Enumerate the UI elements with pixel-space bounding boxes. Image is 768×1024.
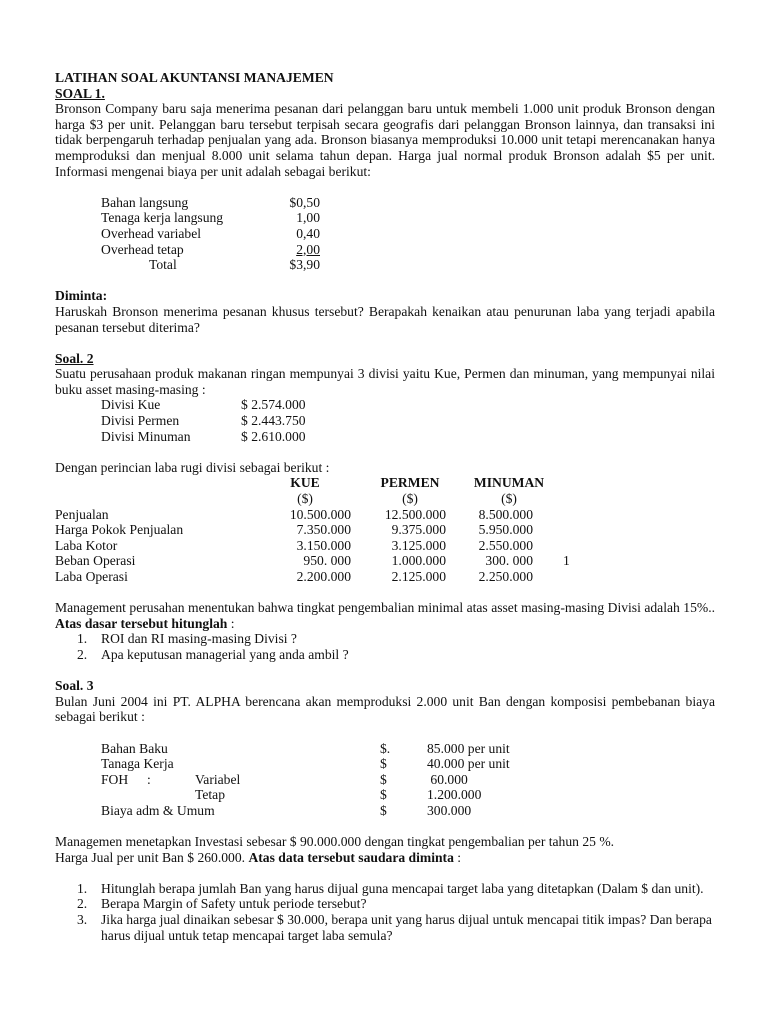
cost-total-row [55,257,715,273]
price-text: Harga Jual per unit Ban $ 260.000. [55,849,246,865]
column-header-minuman: MINUMAN [473,475,545,491]
cell-permen: 2.125.000 [391,569,446,584]
cell-kue: 2.200.000 [296,569,351,584]
cost-currency: $ [380,787,387,803]
soal1-cost-table [55,195,715,273]
soal3-questions [55,881,715,943]
table-unit-row [55,491,715,507]
row-label: Beban Operasi [55,553,136,569]
page-title: LATIHAN SOAL AKUNTANSI MANAJEMEN [55,70,334,85]
soal2-table-intro: Dengan perincian laba rugi divisi sebagai berikut : [55,459,330,475]
soal2-heading: Soal. 2 [55,350,94,366]
list-item [55,912,715,943]
soal1-heading: SOAL 1. [55,85,105,101]
column-header-kue: KUE [290,475,320,491]
cell-permen: 12.500.000 [384,506,446,522]
asset-label: Divisi Kue [101,397,161,413]
cost-row [55,787,715,803]
list-item [55,896,715,912]
soal3-cost-table [55,741,715,819]
asset-row [55,429,715,445]
cost-currency: $ [380,756,387,772]
row-label: Harga Pokok Penjualan [55,522,184,538]
cost-value: 85.000 per unit [427,740,510,756]
cost-currency: $ [380,802,387,818]
soal2-income-table [55,475,715,584]
cost-currency: $. [380,740,391,756]
cost-label: Overhead variabel [101,225,202,241]
soal3-price-line [55,850,715,866]
cell-minuman: 2.250.000 [478,569,533,584]
cost-total-label: Total [149,257,177,273]
soal2-asset-list [55,397,715,444]
cell-minuman: 2.550.000 [478,537,533,553]
list-item [55,631,715,647]
asset-value: $ 2.574.000 [241,397,306,413]
asset-value: $ 2.610.000 [241,428,306,444]
price-tail: : [453,849,462,865]
list-text: Berapa Margin of Safety untuk periode tersebut? [101,896,367,912]
cost-value: 300.000 [427,802,472,818]
cost-row [55,803,715,819]
cell-permen: 9.375.000 [391,522,446,538]
asset-row [55,413,715,429]
cost-total-value: $3,90 [289,257,320,273]
soal3-intro: Bulan Juni 2004 ini PT. ALPHA berencana akan memproduksi 2.000 unit Ban dengan komposisi pembebanan biaya sebagai berikut : [55,693,715,725]
cost-value: 1,00 [296,210,320,226]
cost-sub2: Variabel [195,771,241,787]
cost-label: Overhead tetap [101,241,184,257]
soal3-investment-text: Managemen menetapkan Investasi sebesar $ 90.000.000 dengan tingkat pengembalian per tahun 25 %. [55,834,615,850]
asset-label: Divisi Permen [101,413,180,429]
cost-value: 0,40 [296,225,320,241]
cost-value: $0,50 [289,194,320,210]
cost-label: Tenaga kerja langsung [101,210,224,226]
list-number: 1. [77,880,88,896]
cell-minuman: 8.500.000 [478,506,533,522]
table-row [55,569,715,585]
table-row [55,507,715,523]
table-row [55,522,715,538]
table-row [55,538,715,554]
cell-permen: 1.000.000 [391,553,446,569]
price-bold: Atas data tersebut saudara diminta [248,849,454,865]
cost-row [55,210,715,226]
row-label: Penjualan [55,506,109,522]
management-tail: : [227,615,235,631]
cell-kue: 10.500.000 [289,506,351,522]
row-label: Laba Operasi [55,569,128,584]
cost-row [55,195,715,211]
list-text: Hitunglah berapa jumlah Ban yang harus dijual guna mencapai target laba yang ditetapkan (Dalam $ dan unit). [101,880,704,896]
soal1-paragraph: Bronson Company baru saja menerima pesanan dari pelanggan baru untuk membeli 1.000 unit produk Bronson dengan harga $3 per unit. Pelanggan baru tersebut terpisah secara geografis dari pelanggan Bronson lainnya, dan transaksi ini tidak berpengaruh terhadap penjualan yang ada. Bronson biasanya memproduksi 10.000 unit tetapi merencanakan hanya memproduksi dan menjual 8.000 unit selama tahun depan. Harga jual normal produk Bronson adalah $5 per unit. Informasi mengenai biaya per unit adalah sebagai berikut: [55,101,715,179]
cost-label: Bahan Baku [101,740,168,756]
cell-minuman: 5.950.000 [478,522,533,538]
cost-value: 40.000 per unit [427,756,510,772]
cost-row [55,756,715,772]
diminta-label: Diminta: [55,288,108,304]
cost-label: Bahan langsung [101,194,189,210]
soal3-heading: Soal. 3 [55,678,94,694]
cost-row [55,226,715,242]
cost-sub2: Tetap [195,787,225,803]
row-extra: 1 [563,553,570,569]
cell-kue: 3.150.000 [296,537,351,553]
cost-label: FOH [101,771,129,787]
column-unit: ($) [402,491,418,507]
cost-value: 2,00 [296,241,320,257]
cost-value: 60.000 [427,771,468,787]
cell-minuman: 300. 000 [485,553,533,569]
list-number: 1. [77,631,88,647]
cost-label: Biaya adm & Umum [101,802,215,818]
cost-currency: $ [380,771,387,787]
document-page [55,70,715,943]
soal2-questions [55,631,715,662]
list-item [55,647,715,663]
soal2-management-text [55,600,715,631]
column-unit: ($) [297,491,313,507]
cell-kue: 7.350.000 [296,522,351,538]
cost-row [55,741,715,757]
management-bold: Atas dasar tersebut hitunglah [55,615,228,631]
asset-label: Divisi Minuman [101,428,191,444]
table-header-row [55,475,715,491]
column-unit: ($) [501,491,517,507]
list-text: ROI dan RI masing-masing Divisi ? [101,631,297,647]
cost-label: Tanaga Kerja [101,756,174,772]
list-item [55,881,715,897]
cost-row [55,242,715,258]
diminta-text: Haruskah Bronson menerima pesanan khusus tersebut? Berapakah kenaikan atau penurunan laba yang terjadi apabila pesanan tersebut diterima? [55,303,715,335]
row-label: Laba Kotor [55,537,118,553]
list-number: 2. [77,646,88,662]
cell-kue: 950. 000 [303,553,351,569]
soal2-intro: Suatu perusahaan produk makanan ringan mempunyai 3 divisi yaitu Kue, Permen dan minuman, yang mempunyai nilai buku asset masing-masing : [55,366,715,397]
table-row [55,553,715,569]
list-text: Jika harga jual dinaikan sebesar $ 30.000, berapa unit yang harus dijual untuk mencapai titik impas? Dan berapa harus dijual untuk tetap mencapai target laba semula? [101,912,712,943]
list-number: 3. [77,912,88,928]
cost-sub: : [147,771,151,787]
list-text: Apa keputusan managerial yang anda ambil ? [101,646,349,662]
asset-value: $ 2.443.750 [241,413,306,429]
column-header-permen: PERMEN [380,475,440,491]
management-text: Management perusahan menentukan bahwa tingkat pengembalian minimal atas asset masing-masing Divisi adalah 15%.. [55,600,715,616]
asset-row [55,397,715,413]
cost-value: 1.200.000 [427,787,482,803]
cell-permen: 3.125.000 [391,537,446,553]
cost-row [55,772,715,788]
list-number: 2. [77,896,88,912]
